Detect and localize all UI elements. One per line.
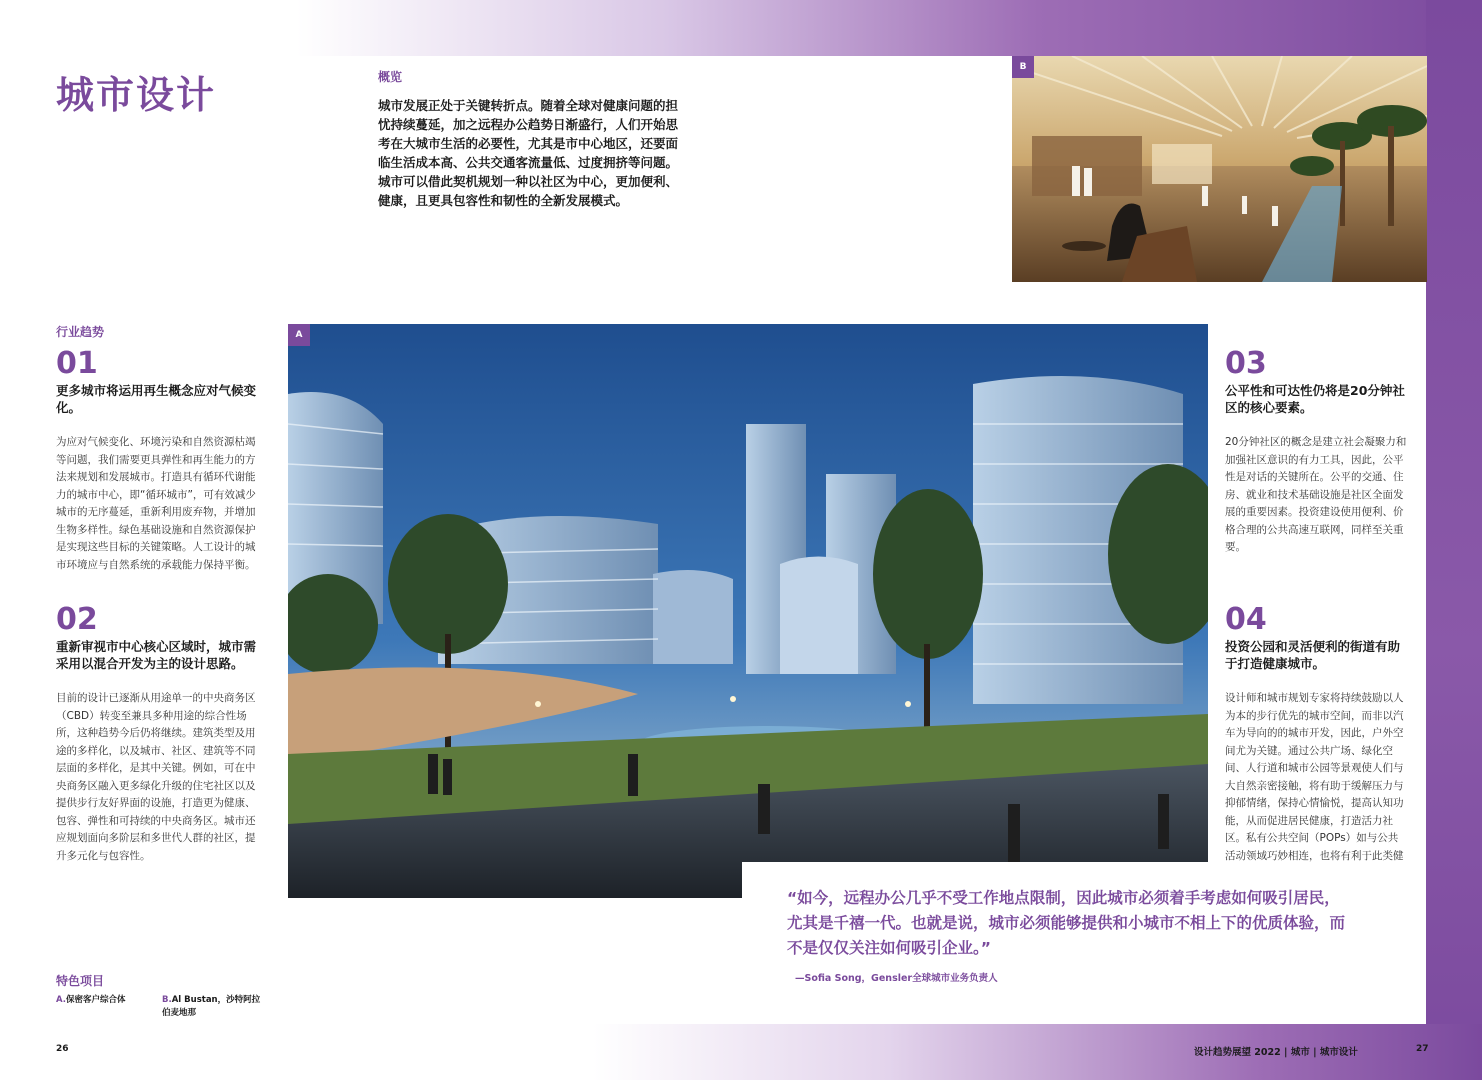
trend-number: 02 (56, 602, 98, 637)
quote-author: —Sofia Song，Gensler全球城市业务负责人 (795, 973, 998, 984)
featured-project-a (56, 994, 125, 1007)
top-gradient-band (0, 0, 1482, 56)
trend-heading: 重新审视市中心核心区域时，城市需采用以混合开发为主的设计思路。 (56, 639, 257, 671)
featured-a-text: 保密客户综合体 (65, 995, 126, 1005)
photo-b-tag: B (1012, 56, 1034, 78)
right-gradient-band (1426, 0, 1482, 1080)
pull-quote: “如今，远程办公几乎不受工作地点限制，因此城市必须着手考虑如何吸引居民，尤其是千禧一代。也就是说，城市必须能够提供和小城市不相上下的优质体验，而不是仅仅关注如何吸引企业。” (787, 889, 1346, 957)
trend-number: 03 (1225, 346, 1267, 381)
overview-text: 城市发展正处于关键转折点。随着全球对健康问题的担忧持续蔓延，加之远程办公趋势日渐盛行，人们开始思考在大城市生活的必要性，尤其是市中心地区，还要面临生活成本高、公共交通客流量低、过度拥挤等问题。城市可以借此契机规划一种以社区为中心，更加便利、健康，且更具包容性和韧性的全新发展模式。 (378, 98, 679, 208)
running-footer: 设计趋势展望 2022 | 城市 | 城市设计 (1194, 1047, 1358, 1058)
photo-a-mixed-use-district (288, 324, 1208, 898)
trend-heading: 公平性和可达性仍将是20分钟社区的核心要素。 (1225, 383, 1405, 415)
trends-label: 行业趋势 (56, 325, 105, 339)
trend-02 (56, 604, 261, 865)
page-number-right: 27 (1416, 1044, 1429, 1054)
trend-body: 20分钟社区的概念是建立社会凝聚力和加强社区意识的有力工具，因此，公平性是对话的关键所在。公平的交通、住房、就业和技术基础设施是社区全面发展的重要因素。投资建设使用便利、价格合理的公共高速互联网，同样至关重要。 (1225, 436, 1407, 553)
featured-b-letter: B. (162, 995, 172, 1005)
page-title: 城市设计 (56, 73, 217, 117)
overview-label: 概览 (378, 70, 403, 84)
page-number-left: 26 (56, 1044, 69, 1054)
trend-03 (1225, 348, 1407, 557)
photo-b-al-bustan (1012, 56, 1427, 282)
photo-a-tag: A (288, 324, 310, 346)
trend-heading: 投资公园和灵活便利的街道有助于打造健康城市。 (1225, 639, 1401, 671)
featured-b-text: Al Bustan，沙特阿拉伯麦地那 (162, 995, 261, 1018)
trend-number: 01 (56, 346, 98, 381)
trend-body: 为应对气候变化、环境污染和自然资源枯竭等问题，我们需要更具弹性和再生能力的方法来规划和发展城市。打造具有循环代谢能力的城市中心，即“循环城市”，可有效减少城市的无序蔓延，重新利用废弃物，并增加生物多样性。绿色基础设施和自然资源保护是实现这些目标的关键策略。人工设计的城市环境应与自然系统的承载能力保持平衡。 (56, 436, 256, 571)
trend-heading: 更多城市将运用再生概念应对气候变化。 (56, 383, 257, 415)
trend-04 (1225, 604, 1407, 883)
featured-project-b (162, 994, 262, 1020)
trend-number: 04 (1225, 602, 1267, 637)
featured-a-letter: A. (56, 995, 66, 1005)
photo-b-illustration (1012, 56, 1427, 282)
trend-body: 目前的设计已逐渐从用途单一的中央商务区（CBD）转变至兼具多种用途的综合性场所，这种趋势今后仍将继续。建筑类型及用途的多样化，以及城市、社区、建筑等不同层面的多样化，是其中关键。例如，可在中央商务区融入更多绿化升级的住宅社区以及提供步行友好界面的设施，打造更为健康、包容、弹性和可持续的中央商务区。城市还应规划面向多阶层和多世代人群的社区，提升多元化与包容性。 (56, 692, 256, 862)
trend-body: 设计师和城市规划专家将持续鼓励以人为本的步行优先的城市空间，而非以汽车为导向的的城市开发，因此，户外空间尤为关键。通过公共广场、绿化空间、人行道和城市公园等景观使人们与大自然亲密接触，将有助于缓解压力与抑郁情绪，保持心情愉悦，提高认知功能，从而促进居民健康，打造活力社区。私有公共空间（POPs）如与公共活动领域巧妙相连，也将有利于此类健 (1225, 692, 1404, 862)
photo-a-illustration (288, 324, 1208, 898)
featured-projects-label: 特色项目 (56, 974, 105, 988)
trend-01 (56, 348, 261, 574)
